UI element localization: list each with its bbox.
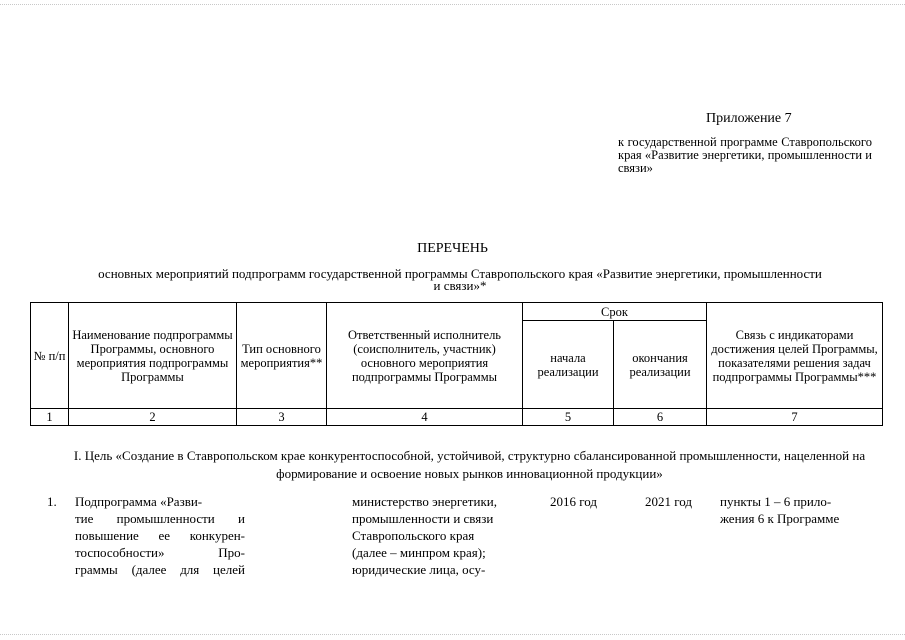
bottom-scan-edge (0, 634, 905, 637)
row-1-responsible-line-1: министерство энергетики, (352, 494, 497, 509)
row-1-name-line-2: тие промышленности и (75, 511, 245, 526)
column-number-5: 5 (523, 409, 614, 426)
row-1-responsible (352, 493, 527, 578)
row-1-link-line-2: жения 6 к Программе (720, 511, 840, 526)
header-end: окончания реализации (614, 321, 707, 409)
appendix-subtitle: к государственной программе Ставропольского края «Развитие энергетики, промышленности и связи» (618, 135, 872, 175)
row-1-responsible-line-5: юридические лица, осу- (352, 562, 486, 577)
header-link: Связь с индикаторами достижения целей Программы, показателями решения задач подпрограммы Программы*** (707, 303, 883, 409)
row-1-responsible-line-4: (далее – минпром края); (352, 545, 486, 560)
row-1-end: 2021 год (645, 494, 692, 509)
row-1-link (720, 493, 880, 527)
row-1-responsible-line-3: Ставропольского края (352, 528, 475, 543)
activities-table (30, 302, 883, 426)
column-number-7: 7 (707, 409, 883, 426)
document-subtitle-line-2: и связи»* (433, 278, 487, 293)
row-1-start: 2016 год (550, 494, 597, 509)
column-number-4: 4 (327, 409, 523, 426)
row-1-name-line-3: повышение ее конкурен- (75, 528, 245, 543)
row-1-name-line-5: граммы (далее для целей (75, 562, 245, 577)
row-1-number: 1. (47, 494, 57, 509)
row-1-link-line-1: пункты 1 – 6 прило- (720, 494, 832, 509)
top-scan-edge (0, 4, 905, 7)
header-responsible: Ответственный исполнитель (соисполнитель, участник) основного мероприятия подпрограммы Программы (327, 303, 523, 409)
column-number-1: 1 (31, 409, 69, 426)
header-num: № п/п (31, 303, 69, 409)
row-1-name (75, 493, 245, 578)
column-number-2: 2 (69, 409, 237, 426)
row-1-responsible-line-2: промышленности и связи (352, 511, 494, 526)
column-number-3: 3 (237, 409, 327, 426)
row-1-name-line-4: тоспособности» Про- (75, 545, 245, 560)
document-subtitle (30, 268, 890, 292)
header-start: начала реализации (523, 321, 614, 409)
document-title: ПЕРЕЧЕНЬ (417, 241, 488, 256)
header-name: Наименование подпрограммы Программы, основного мероприятия подпрограммы Программы (69, 303, 237, 409)
document-subtitle-line-1: основных мероприятий подпрограмм государственной программы Ставропольского края «Развитие энергетики, промышленности (98, 266, 822, 281)
section-heading: I. Цель «Создание в Ставропольском крае конкурентоспособной, устойчивой, структурно сбалансированной промышленности, нацеленной на формирование и освоение новых рынков инновационной продукции» (73, 448, 866, 481)
row-1-name-line (75, 493, 245, 510)
column-number-6: 6 (614, 409, 707, 426)
header-term: Срок (523, 303, 707, 321)
row-1-name-line-1: Подпрограмма «Разви- (75, 494, 203, 509)
appendix-title: Приложение 7 (706, 111, 792, 126)
header-type: Тип основного мероприятия** (237, 303, 327, 409)
